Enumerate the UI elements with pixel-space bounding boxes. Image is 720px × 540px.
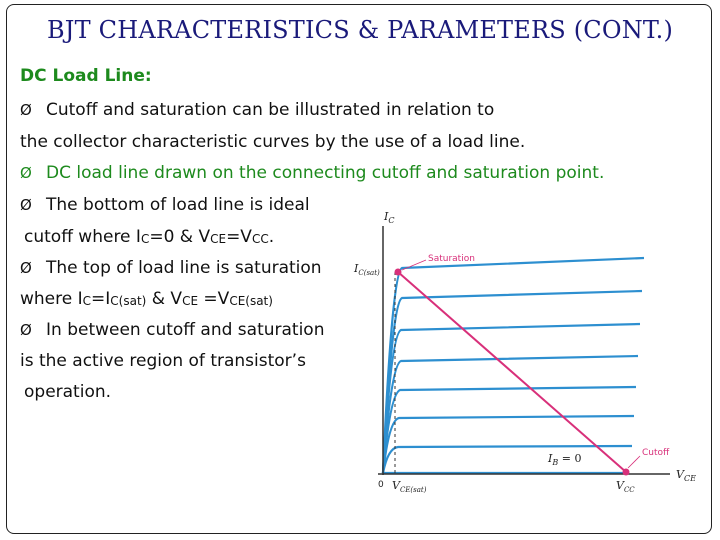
- cutoff-point: [623, 469, 630, 476]
- y-axis-label: $I_C$: [384, 210, 395, 225]
- vcc-label: $V_{CC}$: [616, 479, 635, 494]
- text-line-9: is the active region of transistor’s: [20, 351, 306, 371]
- characteristic-curve: [383, 387, 636, 473]
- bullet-arrow-icon: Ø: [20, 164, 32, 182]
- origin-label: 0: [378, 480, 384, 490]
- bullet-arrow-icon: Ø: [20, 321, 32, 339]
- cutoff-label: Cutoff: [642, 448, 670, 458]
- saturation-label: Saturation: [428, 254, 475, 264]
- vce-sat-label: $V_{CE(sat)}$: [392, 479, 427, 494]
- bullet-arrow-icon: Ø: [20, 259, 32, 277]
- characteristic-curve: [383, 258, 644, 473]
- x-axis-label: $V_{CE}$: [676, 468, 696, 483]
- load-line: [398, 272, 626, 472]
- bullet-arrow-icon: Ø: [20, 196, 32, 214]
- text-line-10: operation.: [24, 382, 112, 402]
- text-line-2: the collector characteristic curves by the use of a load line.: [20, 132, 526, 152]
- bullet-line-8: Ø In between cutoff and saturation: [20, 320, 325, 340]
- text-line-5: cutoff where $I_C=0$ & $V_{CE}=V_{CC}$.: [24, 227, 275, 247]
- section-heading: DC Load Line:: [20, 66, 152, 86]
- bullet-arrow-icon: Ø: [20, 101, 32, 119]
- bullet-line-1: Ø Cutoff and saturation can be illustrated in relation to: [20, 100, 495, 120]
- ic-sat-label: $I_{C(sat)}$: [354, 262, 380, 277]
- collector-curves: [383, 258, 644, 473]
- cutoff-leader: [628, 456, 640, 468]
- slide-title: BJT CHARACTERISTICS & PARAMETERS (CONT.): [46, 16, 674, 44]
- text-line-7: where $I_C=I_{C(sat)}$ & $V_{CE} =V_{CE(sat)}$: [20, 289, 273, 309]
- characteristic-curve: [383, 416, 634, 473]
- bullet-line-4: Ø The bottom of load line is ideal: [20, 195, 310, 215]
- bullet-line-6: Ø The top of load line is saturation: [20, 258, 322, 278]
- saturation-point: [395, 269, 402, 276]
- characteristic-curve: [383, 446, 632, 473]
- bullet-line-3: Ø DC load line drawn on the connecting cutoff and saturation point.: [20, 163, 605, 183]
- characteristic-curve: [383, 356, 638, 473]
- ib-zero-label: $I_B = 0$: [548, 452, 582, 467]
